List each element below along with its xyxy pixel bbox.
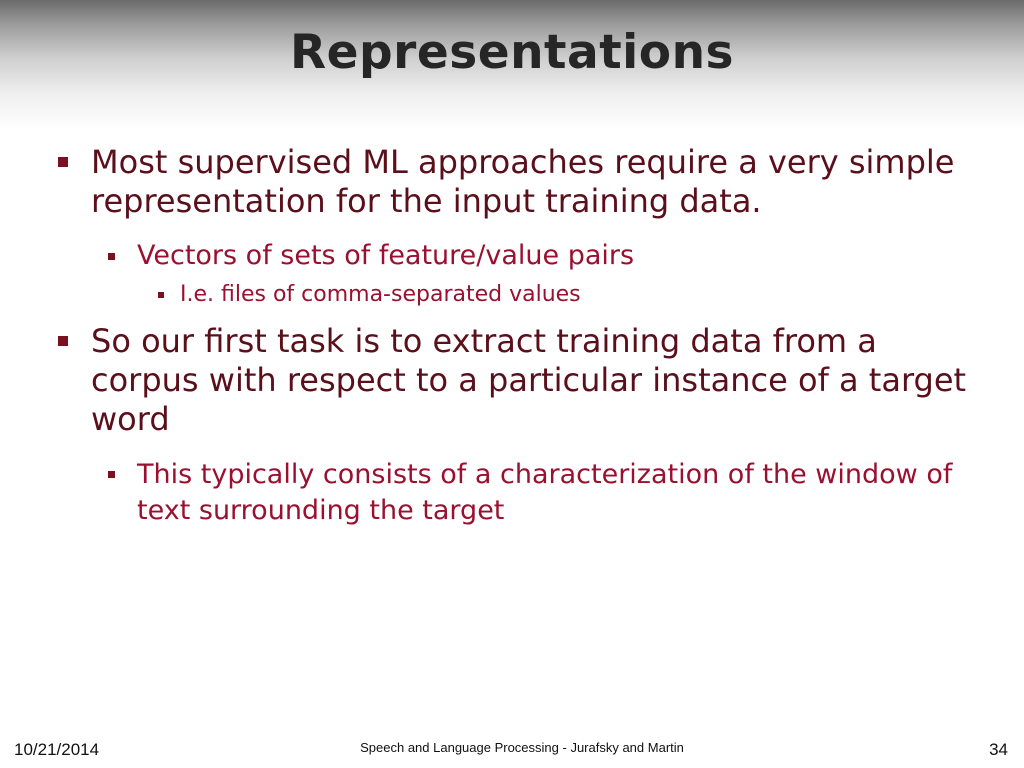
bullet-item-2: So our first task is to extract training data from a corpus with respect to a particular instance of a target word — [91, 322, 967, 438]
bullet-square-icon — [58, 157, 68, 167]
bullet-item-1: Most supervised ML approaches require a very simple representation for the input training data. — [91, 143, 955, 220]
page-number: 34 — [989, 740, 1008, 759]
sub-bullet-item-2-1: This typically consists of a characterization of the window of text surrounding the target — [137, 459, 953, 526]
sub-sub-bullet-square-icon — [158, 292, 164, 298]
sub-bullet-square-icon — [108, 471, 115, 478]
sub-bullet-item-1-1: Vectors of sets of feature/value pairs — [137, 240, 635, 271]
footer-date: 10/21/2014 — [14, 740, 100, 759]
slide-title: Representations — [289, 25, 735, 80]
sub-bullet-square-icon — [108, 253, 115, 260]
footer-citation: Speech and Language Processing - Jurafsky and Martin — [360, 740, 684, 755]
bullet-square-icon — [58, 336, 68, 346]
sub-sub-bullet-item-1-1-1: I.e. files of comma-separated values — [180, 282, 581, 307]
